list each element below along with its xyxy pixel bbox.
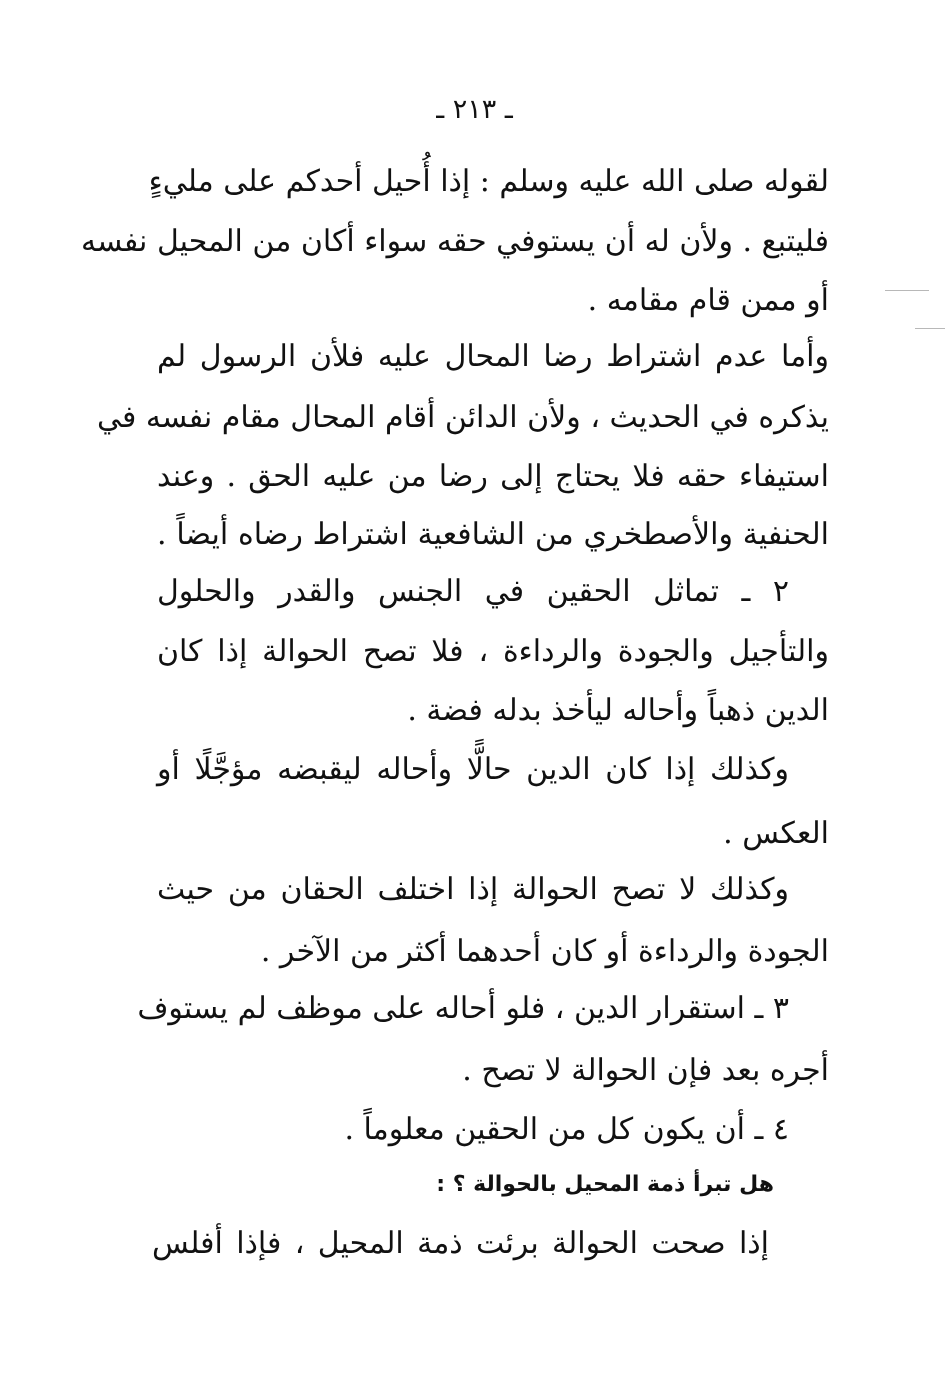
text-line-15: ٣ ـ استقرار الدين ، فلو أحاله على موظف لم يستوف	[137, 991, 789, 1026]
text-line-6: استيفاء حقه فلا يحتاج إلى رضا من عليه الحق . وعند	[157, 459, 829, 494]
text-line-1: لقوله صلى الله عليه وسلم : إذا أُحيل أحدكم على مليءٍ	[148, 164, 829, 199]
text-line-13: وكذلك لا تصح الحوالة إذا اختلف الحقان من حيث	[157, 872, 789, 907]
text-line-4: وأما عدم اشتراط رضا المحال عليه فلأن الرسول لم	[157, 339, 829, 374]
text-line-16: أجره بعد فإن الحوالة لا تصح .	[462, 1053, 829, 1088]
margin-mark	[915, 328, 945, 329]
text-line-17: ٤ ـ أن يكون كل من الحقين معلوماً .	[344, 1112, 789, 1147]
text-line-12: العكس .	[723, 816, 829, 851]
text-line-5: يذكره في الحديث ، ولأن الدائن أقام المحال مقام نفسه في	[97, 400, 829, 435]
text-line-9: والتأجيل والجودة والرداءة ، فلا تصح الحوالة إذا كان	[157, 634, 829, 669]
text-line-7: الحنفية والأصطخري من الشافعية اشتراط رضاه أيضاً .	[157, 517, 829, 552]
page-number: ـ ٢١٣ ـ	[436, 94, 513, 125]
text-line-3: أو ممن قام مقامه .	[587, 283, 829, 318]
text-line-14: الجودة والرداءة أو كان أحدهما أكثر من الآخر .	[260, 934, 829, 969]
text-line-10: الدين ذهباً وأحاله ليأخذ بدله فضة .	[407, 693, 829, 728]
text-line-8: ٢ ـ تماثل الحقين في الجنس والقدر والحلول	[157, 574, 789, 609]
margin-mark	[885, 290, 929, 291]
text-line-18: إذا صحت الحوالة برئت ذمة المحيل ، فإذا أفلس	[152, 1226, 769, 1261]
text-line-11: وكذلك إذا كان الدين حالًّا وأحاله ليقبضه مؤجَّلًا أو	[157, 752, 789, 787]
section-heading: هل تبرأ ذمة المحيل بالحوالة ؟ :	[436, 1172, 774, 1197]
text-line-2: فليتبع . ولأن له أن يستوفي حقه سواء أكان من المحيل نفسه	[81, 224, 829, 259]
